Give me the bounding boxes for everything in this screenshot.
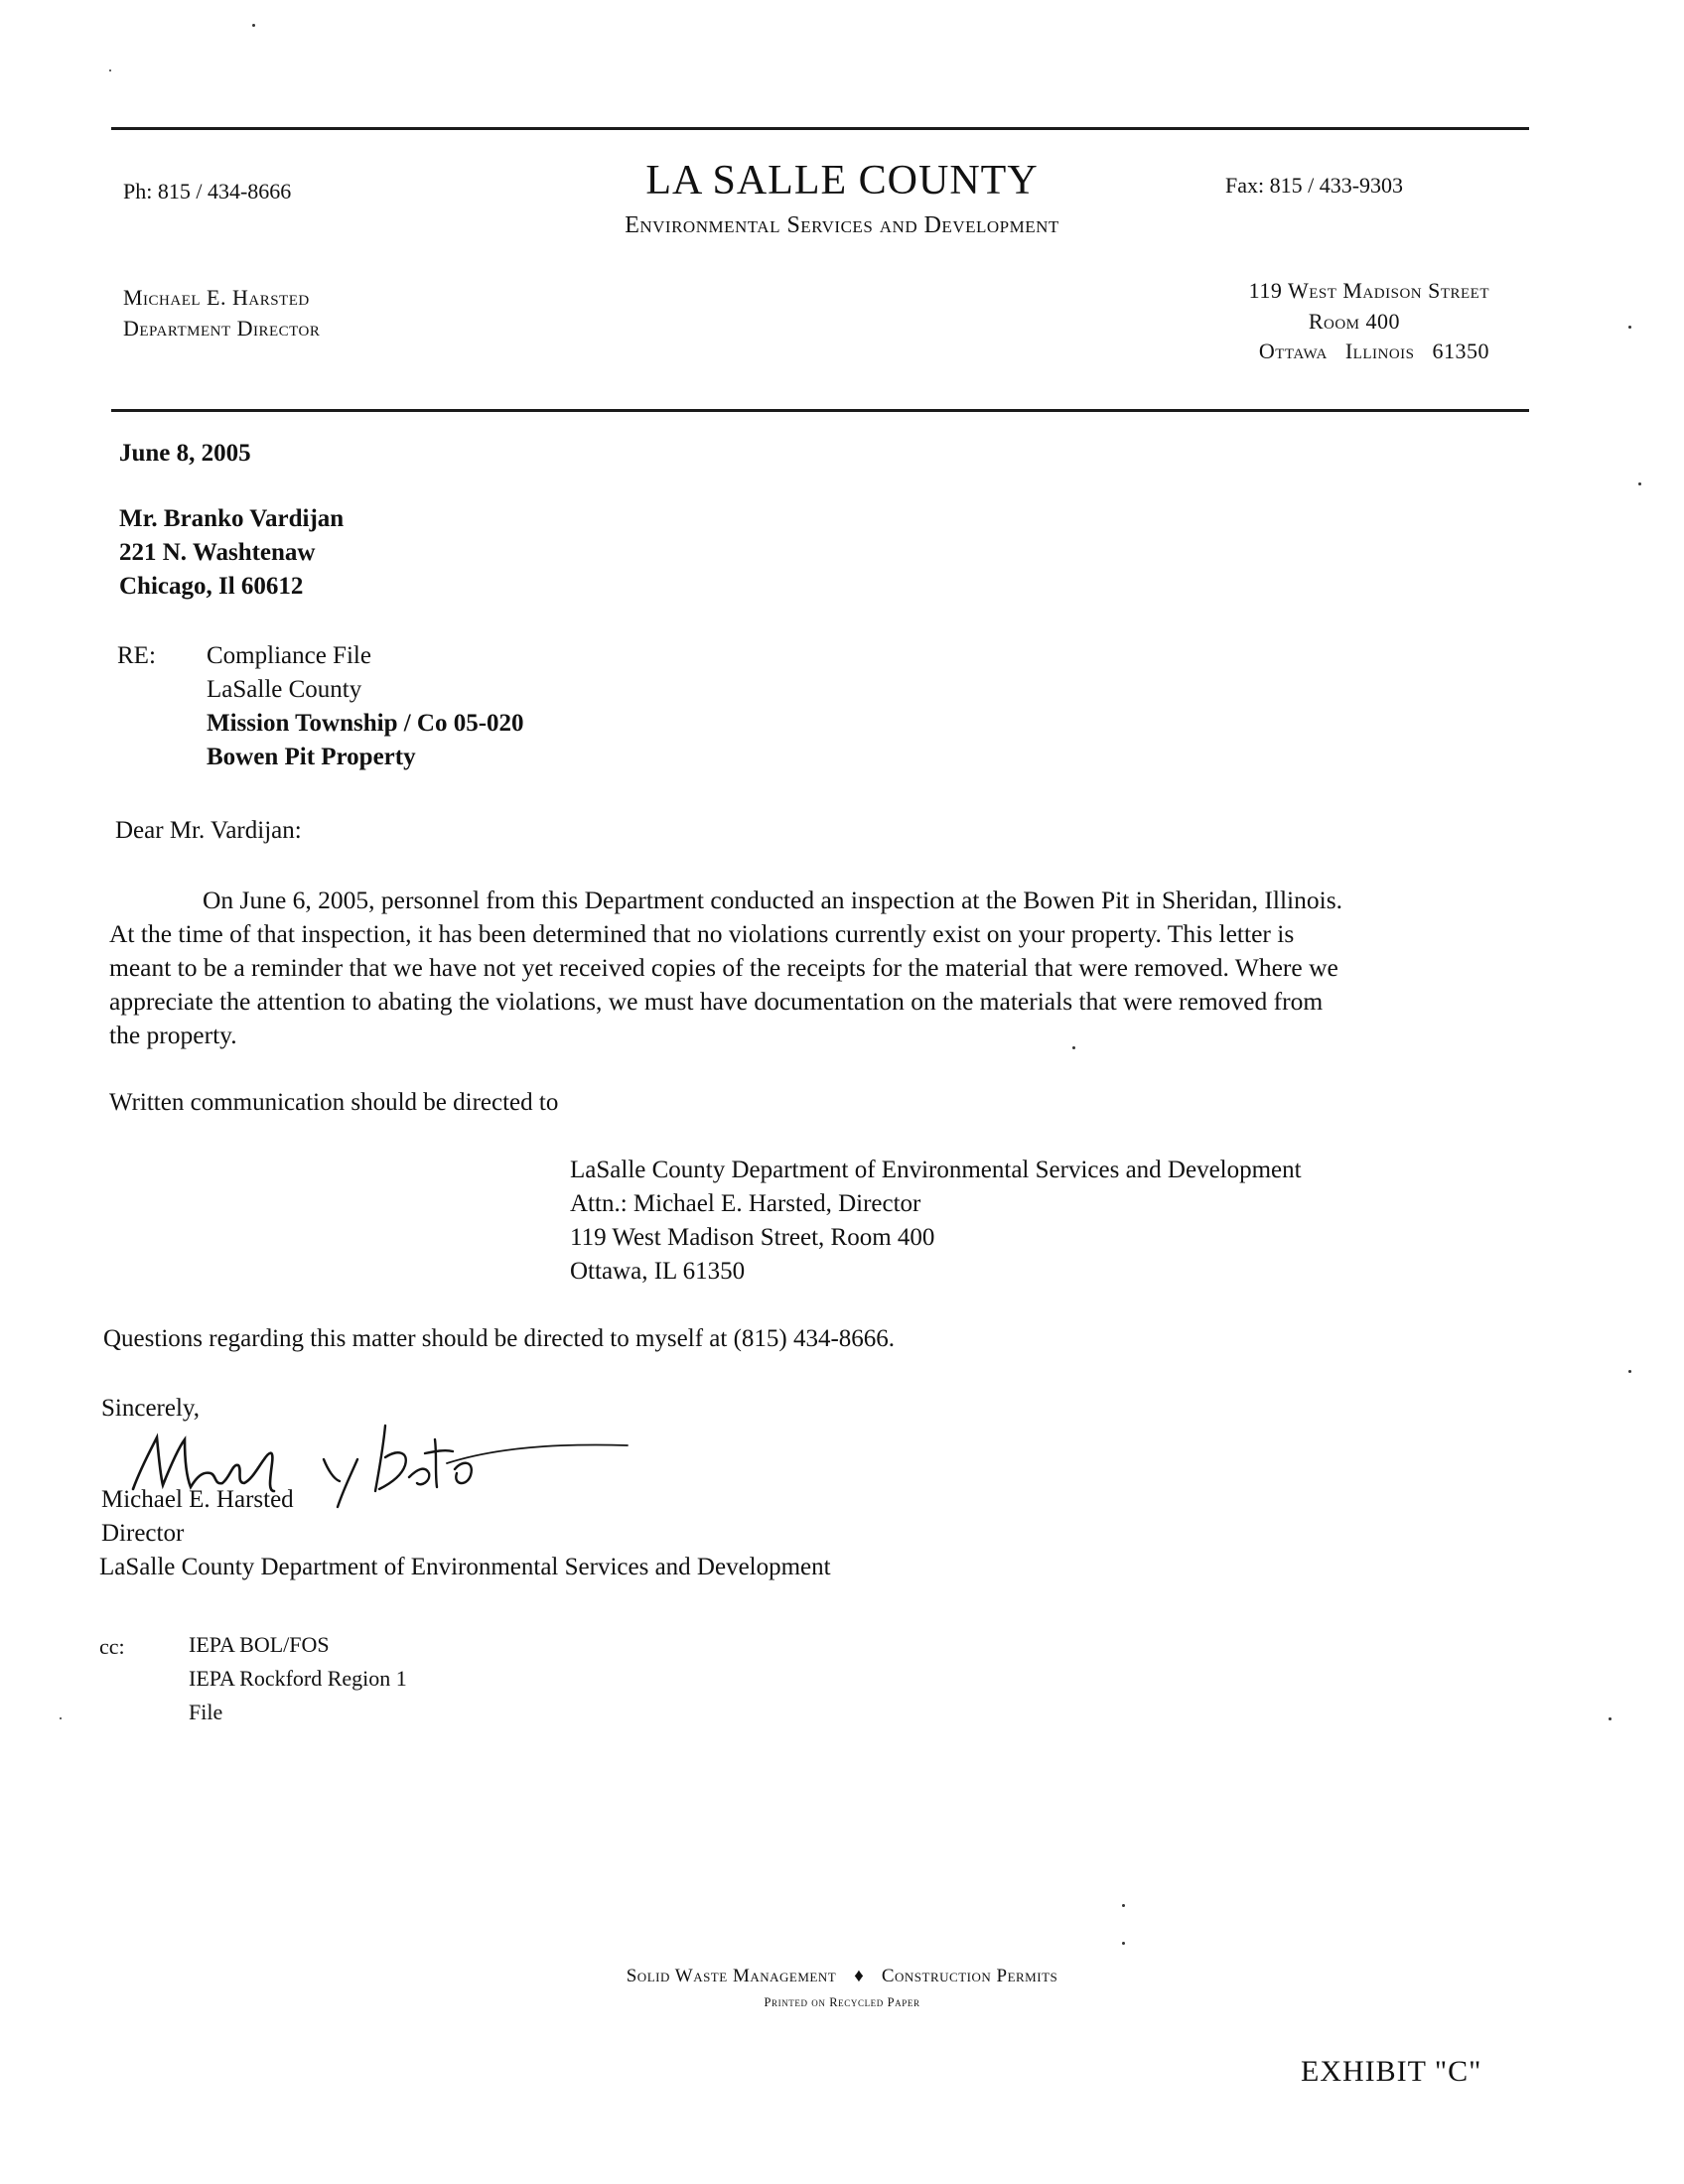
fax-number: Fax: 815 / 433-9303 bbox=[1225, 173, 1404, 198]
paragraph-line-2: At the time of that inspection, it has been determined that no violations currently exist on your property. This letter is bbox=[109, 919, 1295, 948]
paragraph-line-1: On June 6, 2005, personnel from this Department conducted an inspection at the Bowen Pit in Sheridan, Illinois. bbox=[203, 886, 1342, 914]
footer-printed-note: Printed on Recycled Paper bbox=[764, 1995, 920, 2009]
scan-speck bbox=[1638, 482, 1641, 485]
directed-to-intro: Written communication should be directed to bbox=[109, 1089, 559, 1116]
scan-speck bbox=[1122, 1904, 1125, 1907]
paragraph-line-5: the property. bbox=[109, 1021, 237, 1049]
recipient-city: Chicago, Il 60612 bbox=[119, 573, 304, 600]
closing: Sincerely, bbox=[101, 1395, 201, 1422]
re-line-2: LaSalle County bbox=[207, 676, 362, 703]
footer-services bbox=[0, 1966, 1684, 1987]
letter-date: June 8, 2005 bbox=[119, 440, 251, 467]
scan-speck bbox=[1122, 1942, 1125, 1945]
office-street: 119 West Madison Street bbox=[1248, 278, 1489, 303]
cc-item: IEPA Rockford Region 1 bbox=[189, 1666, 407, 1691]
department-name: Environmental Services and Development bbox=[625, 212, 1059, 238]
mail-to-line-1: LaSalle County Department of Environmental Services and Development bbox=[570, 1157, 1302, 1183]
questions-line: Questions regarding this matter should be directed to myself at (815) 434-8666. bbox=[103, 1325, 896, 1352]
scan-speck bbox=[60, 1717, 62, 1719]
scan-speck bbox=[1628, 326, 1631, 329]
signer-title: Director bbox=[101, 1520, 185, 1547]
re-line-3: Mission Township / Co 05-020 bbox=[207, 710, 524, 737]
scan-speck bbox=[1609, 1717, 1612, 1720]
director-title: Department Director bbox=[123, 316, 321, 341]
scan-speck bbox=[1628, 1370, 1631, 1373]
cc-item: File bbox=[189, 1700, 223, 1724]
paragraph-line-3: meant to be a reminder that we have not yet received copies of the receipts for the material that were removed. Where we bbox=[109, 953, 1338, 982]
footer-service-solid-waste: Solid Waste Management bbox=[626, 1966, 837, 1986]
re-line-4: Bowen Pit Property bbox=[207, 744, 416, 770]
re-line-1: Compliance File bbox=[207, 642, 371, 669]
mail-to-line-4: Ottawa, IL 61350 bbox=[570, 1258, 746, 1285]
recipient-street: 221 N. Washtenaw bbox=[119, 539, 316, 566]
recipient-name: Mr. Branko Vardijan bbox=[119, 505, 345, 532]
paragraph-line-4: appreciate the attention to abating the violations, we must have documentation on the materials that were removed from bbox=[109, 987, 1324, 1016]
mail-to-line-2: Attn.: Michael E. Harsted, Director bbox=[570, 1190, 921, 1217]
signer-department: LaSalle County Department of Environmental Services and Development bbox=[99, 1554, 831, 1580]
phone-number: Ph: 815 / 434-8666 bbox=[123, 179, 292, 204]
scan-speck bbox=[252, 24, 255, 27]
exhibit-label: EXHIBIT "C" bbox=[1301, 2055, 1482, 2088]
letterhead-top-rule bbox=[111, 127, 1529, 130]
diamond-separator-icon: ♦ bbox=[854, 1966, 864, 1986]
mail-to-line-3: 119 West Madison Street, Room 400 bbox=[570, 1224, 935, 1251]
re-label: RE: bbox=[117, 642, 156, 669]
footer-service-construction: Construction Permits bbox=[881, 1966, 1058, 1986]
letterhead-bottom-rule bbox=[111, 409, 1529, 412]
office-city: Ottawa Illinois 61350 bbox=[1258, 339, 1489, 363]
cc-label: cc: bbox=[99, 1634, 125, 1659]
scan-speck bbox=[109, 69, 111, 71]
cc-item: IEPA BOL/FOS bbox=[189, 1632, 330, 1657]
scan-speck bbox=[1072, 1046, 1075, 1049]
county-name: LA SALLE COUNTY bbox=[645, 158, 1039, 204]
office-room: Room 400 bbox=[1308, 309, 1400, 334]
signer-name: Michael E. Harsted bbox=[101, 1486, 294, 1513]
salutation: Dear Mr. Vardijan: bbox=[115, 817, 302, 844]
director-name: Michael E. Harsted bbox=[123, 285, 310, 310]
